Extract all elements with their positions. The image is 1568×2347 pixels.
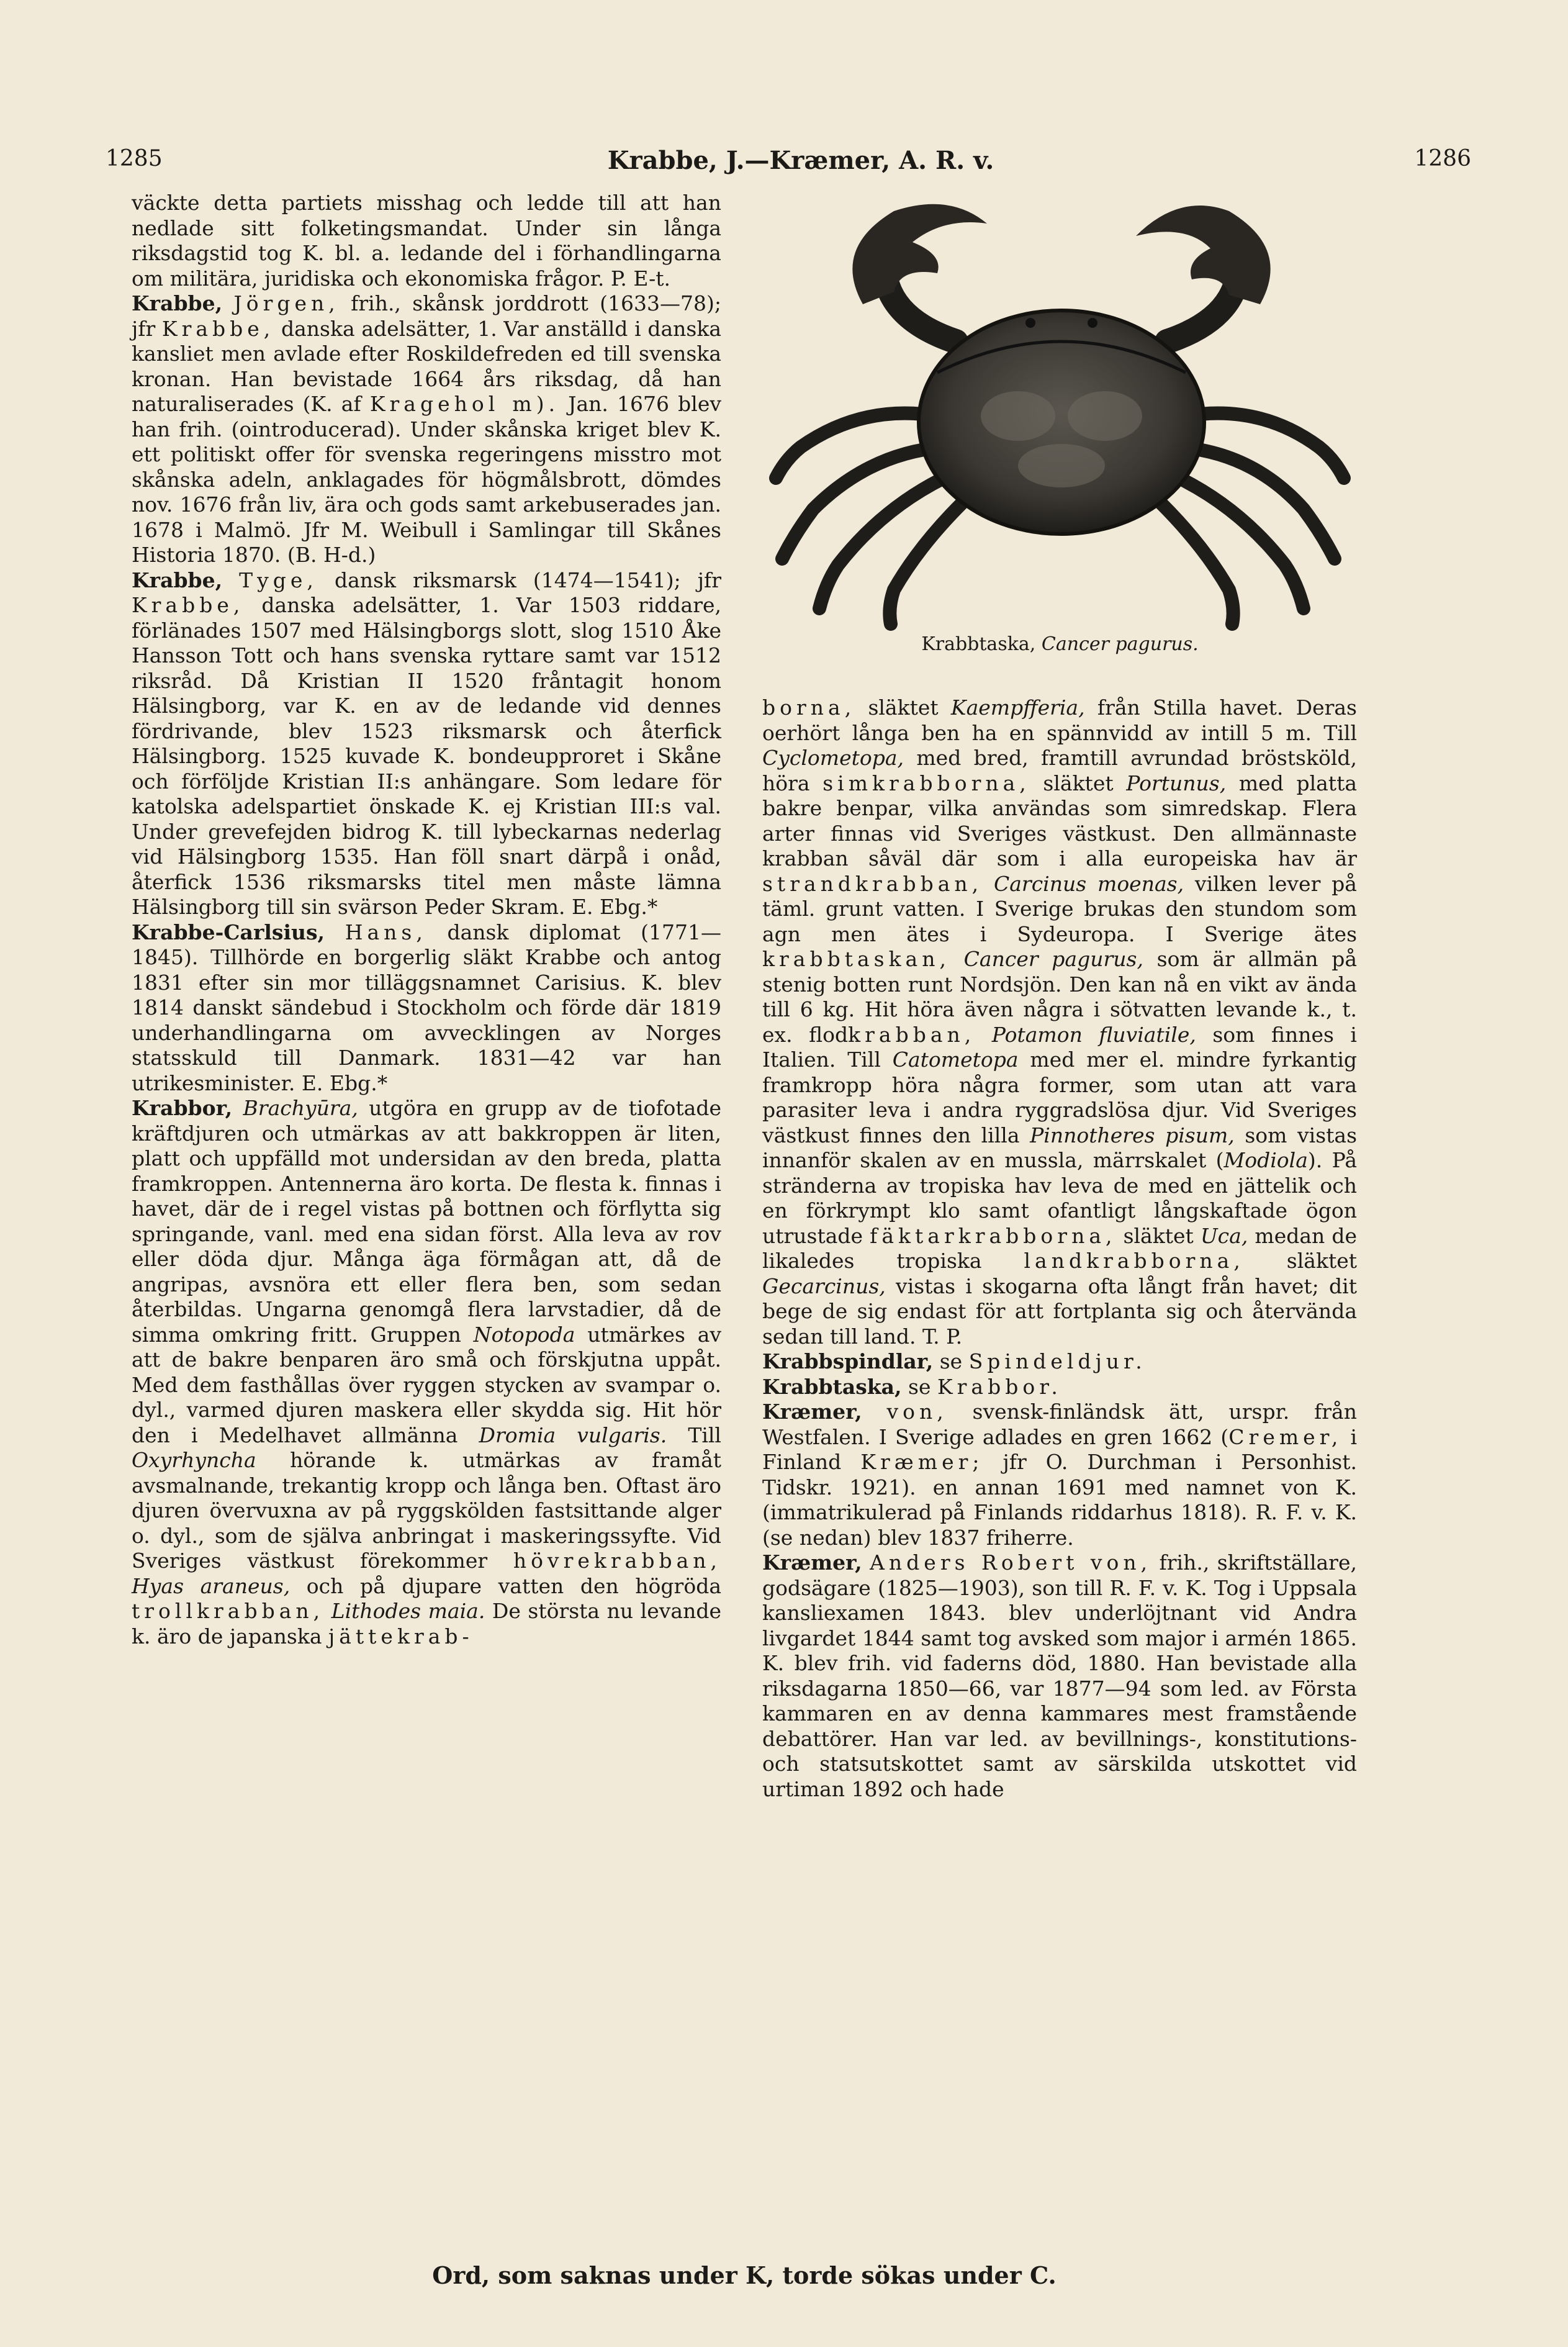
page-footer-note: Ord, som saknas under K, torde sökas under C. [432, 2261, 1057, 2289]
entry-krabbe-carlsius: Krabbe-Carlsius, Hans, dansk diplomat (1771—1845). Tillhörde en borgerlig släkt Krabbe och antog 1831 efter sin mor tilläggsnamnet Carisius. K. blev 1814 danskt sändebud i Stockholm och förde där 1819 underhandlingarna om avvecklingen av Norges statsskuld till Danmark. 1831—42 var han utrikesminister. E. Ebg.* [132, 920, 722, 1095]
running-title: Krabbe, J.—Kræmer, A. R. v. [607, 146, 994, 175]
crab-drawing [757, 186, 1363, 633]
page-number-right: 1286 [1414, 146, 1471, 171]
crab-illustration [757, 186, 1363, 671]
entry-krabbtaska: Krabbtaska, se Krabbor. [762, 1374, 1062, 1399]
left-column [132, 191, 721, 1649]
entry-continuation: väckte detta partiets misshag och ledde till att han nedlade sitt folketingsmandat. Under sin långa riksdagstid tog K. bl. a. ledande del i förhandlingarna om militära, juridiska och ekonomiska frågor. P. E-t. [132, 191, 721, 291]
figure-caption: Krabbtaska, Cancer pagurus. [921, 633, 1199, 655]
page-number-left: 1285 [106, 146, 163, 171]
right-column [762, 695, 1357, 1802]
entry-krabbor-continued: borna, släktet Kaempfferia, från Stilla havet. Deras oerhört långa ben ha en spännvidd av intill 5 m. Till Cyclometopa, med bred, framtill avrundad bröstsköld, höra simkrabborna, släktet Portunus, med platta bakre benpar, vilka användas som simredskap. Flera arter finnas vid Sveriges västkust. Den allmännaste krabban såväl där som i alla europeiska hav är strandkrabban, Carcinus moenas, vilken lever på täml. grunt vatten. I Sverige brukas den stundom som agn men ätes i Sydeuropa. I Sverige ätes krabbtaskan, Cancer pagurus, som är allmän på stenig botten runt Nordsjön. Den kan nå en vikt av ända till 6 kg. Hit höra även några i sötvatten levande k., t. ex. flodkrabban, Potamon fluviatile, som finnes i Italien. Till Catometopa med mer el. mindre fyrkantig framkropp höra några former, som utan att vara parasiter leva i andra ryggradslösa djur. Vid Sveriges västkust finnes den lilla Pinnotheres pisum, som vistas innanför skalen av en mussla, märrskalet (Modiola). På stränderna av tropiska hav leva de med en jättelik och en förkrympt klo samt ofantligt långskaftade ögon utrustade fäktarkrabborna, släktet Uca, medan de likaledes tropiska landkrabborna, släktet Gecarcinus, vistas i skogarna ofta långt från havet; dit bege de sig endast för att fortplanta sig och återvända sedan till land. T. P. [762, 695, 1358, 1349]
page-header [106, 146, 1471, 183]
entry-krabbe-tyge: Krabbe, Tyge, dansk riksmarsk (1474—1541); jfr Krabbe, danska adelsätter, 1. Var 1503 riddare, förlänades 1507 med Hälsingborgs slott, slog 1510 Åke Hansson Tott och hans svenska ryttare samt var 1512 riksråd. Då Kristian II 1520 fråntagit honom Hälsingborg, var K. en av de ledande vid dennes fördrivande, blev 1523 riksmarsk och återfick Hälsingborg. 1525 kuvade K. bondeupproret i Skåne och förföljde Kristian II:s anhängare. Som ledare för katolska adelspartiet önskade K. ej Kristian III:s val. Under grevefejden bidrog K. till lybeckarnas nederlag vid Hälsingborg 1535. Han föll snart därpå i onåd, återfick 1536 riksmarsks titel men måste lämna Hälsingborg till sin svärson Peder Skram. E. Ebg.* [132, 568, 721, 919]
entry-krabbe-jorgen: Krabbe, Jörgen, frih., skånsk jorddrott (1633—78); jfr Krabbe, danska adelsätter, 1. Var anställd i danska kansliet men avlade efter Roskildefreden ed till svenska kronan. Han bevistade 1664 års riksdag, då han naturaliserades (K. af Kragehol m). Jan. 1676 blev han frih. (ointroducerad). Under skånska kriget blev K. ett politiskt offer för svenska regeringens misstro mot skånska adeln, anklagades för högmålsbrott, dömdes nov. 1676 från liv, ära och gods samt arkebuserades jan. 1678 i Malmö. Jfr M. Weibull i Samlingar till Skånes Historia 1870. (B. H-d.) [132, 291, 721, 567]
entry-kraemer-anders-robert: Kræmer, Anders Robert von, frih., skriftställare, godsägare (1825—1903), son till R. F. v. K. Tog i Uppsala kansliexamen 1843. blev underlöjtnant vid Andra livgardet 1844 samt tog avsked som major i armén 1865. K. blev frih. vid faderns död, 1880. Han bevistade alla riksdagarna 1850—66, var 1877—94 som led. av Första kammaren en av denna kammares mest framstående debattörer. Han var led. av bevillnings-, konstitutions- och statsutskottet samt av särskilda utskottet vid urtiman 1892 och hade [762, 1550, 1357, 1801]
entry-krabbspindlar: Krabbspindlar, se Spindeldjur. [762, 1349, 1147, 1373]
entry-kraemer-family: Kræmer, von, svensk-finländsk ätt, urspr. från Westfalen. I Sverige adlades en gren 1662 (Cremer, i Finland Kræmer; jfr O. Durchman i Personhist. Tidskr. 1921). en annan 1691 med namnet von K. (immatrikulerad på Finlands riddarhus 1818). R. F. v. K. (se nedan) blev 1837 friherre. [762, 1400, 1357, 1550]
entry-krabbor: Krabbor, Brachyūra, utgöra en grupp av de tiofotade kräftdjuren och utmärkas av att bakkroppen är liten, platt och uppfälld mot undersidan av den breda, platta framkroppen. Antennerna äro korta. De flesta k. finnas i havet, där de i regel vistas på bottnen och förflytta sig springande, vanl. med ena sidan först. Alla leva av rov eller döda djur. Många äga förmågan att, då de angripas, avsnöra ett eller flera ben, som sedan återbildas. Ungarna genomgå flera larvstadier, då de simma omkring fritt. Gruppen Notopoda utmärkes av att de bakre benparen äro små och förskjutna uppåt. Med dem fasthållas över ryggen stycken av svampar o. dyl., varmed djuren maskera eller skydda sig. Hit hör den i Medelhavet allmänna Dromia vulgaris. Till Oxyrhyncha hörande k. utmärkas av framåt avsmalnande, trekantig kropp och långa ben. Oftast äro djuren övervuxna av på ryggskölden fastsittande alger o. dyl., som de själva anbringat i maskeringssyfte. Vid Sveriges västkust förekommer hövrekrabban, Hyas araneus, och på djupare vatten den högröda trollkrabban, Lithodes maia. De största nu levande k. äro de japanska jättekrab- [132, 1096, 722, 1648]
